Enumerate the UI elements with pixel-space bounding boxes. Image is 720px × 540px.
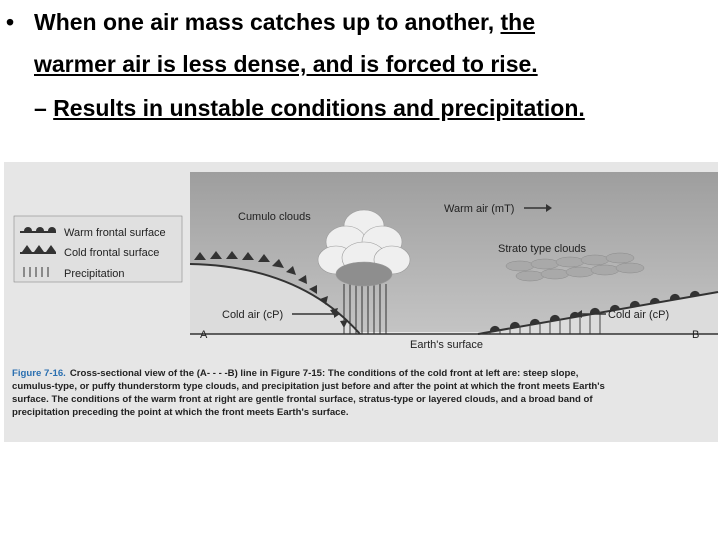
bullet-1-underlined: the <box>500 9 536 35</box>
legend-precip-label: Precipitation <box>64 268 125 280</box>
bullet-dot-icon: • <box>6 9 15 35</box>
cold-air-left-label: Cold air (cP) <box>222 309 284 321</box>
earth-surface-label: Earth's surface <box>410 339 484 351</box>
sub-bullet-text: Results in unstable conditions and precipitation. <box>53 95 585 121</box>
bullet-1 <box>6 8 535 36</box>
sub-bullet <box>34 94 585 122</box>
bullet-1-continuation: warmer air is less dense, and is forced to rise. <box>34 51 538 77</box>
caption-line-1-text: Cross-sectional view of the (A- - - -B) line in Figure 7-15: The conditions of the cold front at left are: steep slope, <box>69 368 579 379</box>
sub-bullet-dash: – <box>34 95 54 121</box>
caption-figure-label: Figure 7-16. <box>12 368 66 379</box>
legend-warm-label: Warm frontal surface <box>64 227 166 239</box>
caption-line-4: precipitation preceding the point at which the front meets Earth's surface. <box>12 407 349 418</box>
cold-air-right-label: Cold air (cP) <box>608 309 670 321</box>
cumulo-label: Cumulo clouds <box>238 211 311 223</box>
bullet-1-text: When one air mass catches up to another, <box>34 9 501 35</box>
caption-line-1 <box>12 368 579 379</box>
warm-air-label: Warm air (mT) <box>444 203 515 215</box>
point-b-label: B <box>692 329 700 341</box>
strato-label: Strato type clouds <box>498 243 587 255</box>
point-a-label: A <box>200 329 208 341</box>
caption-line-3: surface. The conditions of the warm front at right are gentle frontal surface, stratus-type or layered clouds, and a broad band of <box>12 394 593 405</box>
front-cross-section-figure <box>0 156 720 444</box>
caption-line-2: cumulus-type, or puffy thunderstorm type clouds, and precipitation just before and after the point at which the front meets Earth's <box>12 381 605 392</box>
legend-cold-label: Cold frontal surface <box>64 247 160 259</box>
